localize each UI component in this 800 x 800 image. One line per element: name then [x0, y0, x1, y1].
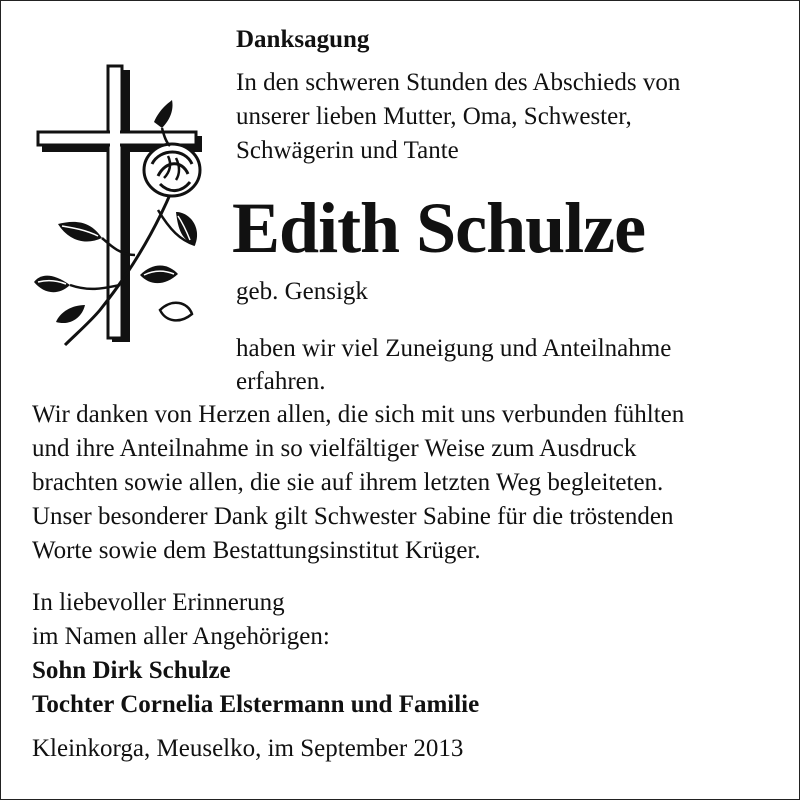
received-line: erfahren.: [236, 368, 326, 395]
thanks-line: Unser besonderer Dank gilt Schwester Sabine für die tröstenden: [32, 503, 674, 530]
signer-name: Tochter Cornelia Elstermann und Familie: [32, 691, 480, 718]
intro-text: [236, 66, 776, 168]
cross-with-rose-icon: [30, 60, 210, 350]
intro-block: [236, 24, 776, 168]
thanks-line: Worte sowie dem Bestattungsinstitut Krüger.: [32, 537, 481, 564]
signer-name: Sohn Dirk Schulze: [32, 657, 231, 684]
received-text: [236, 332, 776, 398]
intro-line: In den schweren Stunden des Abschieds von: [236, 69, 681, 96]
thanks-line: brachten sowie allen, die sie auf ihrem letzten Weg begleiteten.: [32, 469, 664, 496]
place-and-date: Kleinkorga, Meuselko, im September 2013: [32, 735, 464, 762]
deceased-name: Edith Schulze: [232, 188, 646, 268]
thanks-line: und ihre Anteilnahme in so vielfältiger Weise zum Ausdruck: [32, 435, 637, 462]
memory-line: In liebevoller Erinnerung: [32, 589, 285, 616]
maiden-name: geb. Gensigk: [236, 278, 368, 305]
intro-line: unserer lieben Mutter, Oma, Schwester,: [236, 103, 632, 130]
notice-heading: Danksagung: [236, 26, 370, 53]
received-line: haben wir viel Zuneigung und Anteilnahme: [236, 335, 672, 362]
thanks-line: Wir danken von Herzen allen, die sich mit uns verbunden fühlten: [32, 401, 685, 428]
intro-line: Schwägerin und Tante: [236, 137, 459, 164]
memory-block: [32, 586, 782, 722]
thanks-paragraph: [32, 398, 782, 568]
memory-line: im Namen aller Angehörigen:: [32, 623, 330, 650]
